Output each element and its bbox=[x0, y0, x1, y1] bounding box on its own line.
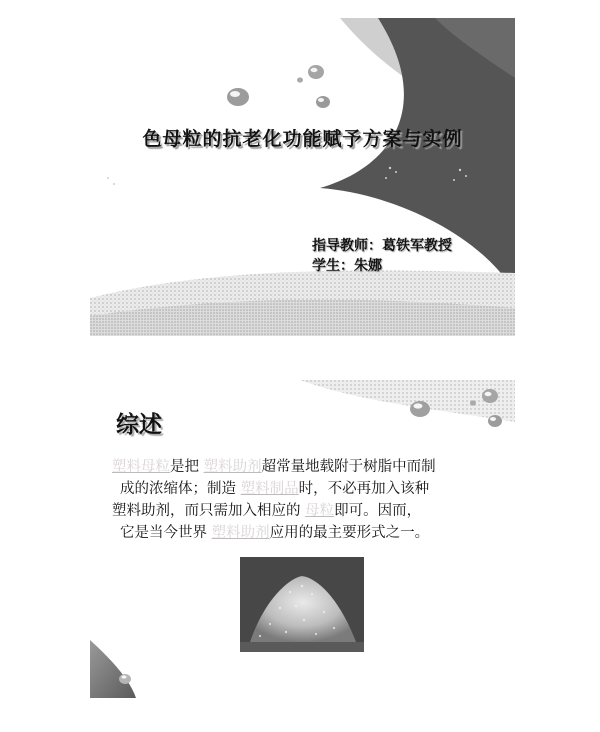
paragraph-text: 应用的最主要形式之一。 bbox=[269, 525, 430, 541]
term-link[interactable]: 塑料制品 bbox=[240, 481, 299, 497]
paragraph-text: 成的浓缩体；制造 bbox=[120, 481, 236, 497]
slide-cover-background bbox=[90, 18, 515, 336]
slide-overview bbox=[90, 380, 515, 698]
credits-block bbox=[312, 236, 452, 276]
term-link[interactable]: 母粒 bbox=[305, 503, 335, 519]
advisor-line: 指导教师：葛铁军教授 bbox=[312, 238, 452, 254]
slide-title: 色母粒的抗老化功能赋予方案与实例 bbox=[142, 128, 463, 150]
paragraph-text: 它是当今世界 bbox=[120, 525, 207, 541]
paragraph-text: 超常量地载附于树脂中而制 bbox=[261, 459, 436, 475]
student-line: 学生：朱娜 bbox=[312, 258, 382, 274]
corner-curve-shape bbox=[90, 640, 136, 698]
paragraph-text: 塑料助剂，而只需加入相应的 bbox=[112, 503, 301, 519]
paragraph-text: 即可。因而， bbox=[334, 503, 422, 519]
plastic-pellets-photo bbox=[240, 557, 364, 652]
slide-cover bbox=[90, 18, 515, 336]
paragraph-text: 是把 bbox=[170, 459, 199, 475]
paragraph-text: 时，不必再加入该种 bbox=[298, 481, 430, 497]
water-droplet-icons bbox=[227, 65, 330, 108]
top-dotted-band bbox=[300, 380, 515, 422]
term-link[interactable]: 塑料助剂 bbox=[203, 459, 262, 475]
term-link[interactable]: 塑料助剂 bbox=[211, 525, 270, 541]
term-link[interactable]: 塑料母粒 bbox=[112, 459, 170, 475]
section-heading: 综述 bbox=[116, 411, 162, 438]
overview-paragraph bbox=[112, 456, 492, 544]
